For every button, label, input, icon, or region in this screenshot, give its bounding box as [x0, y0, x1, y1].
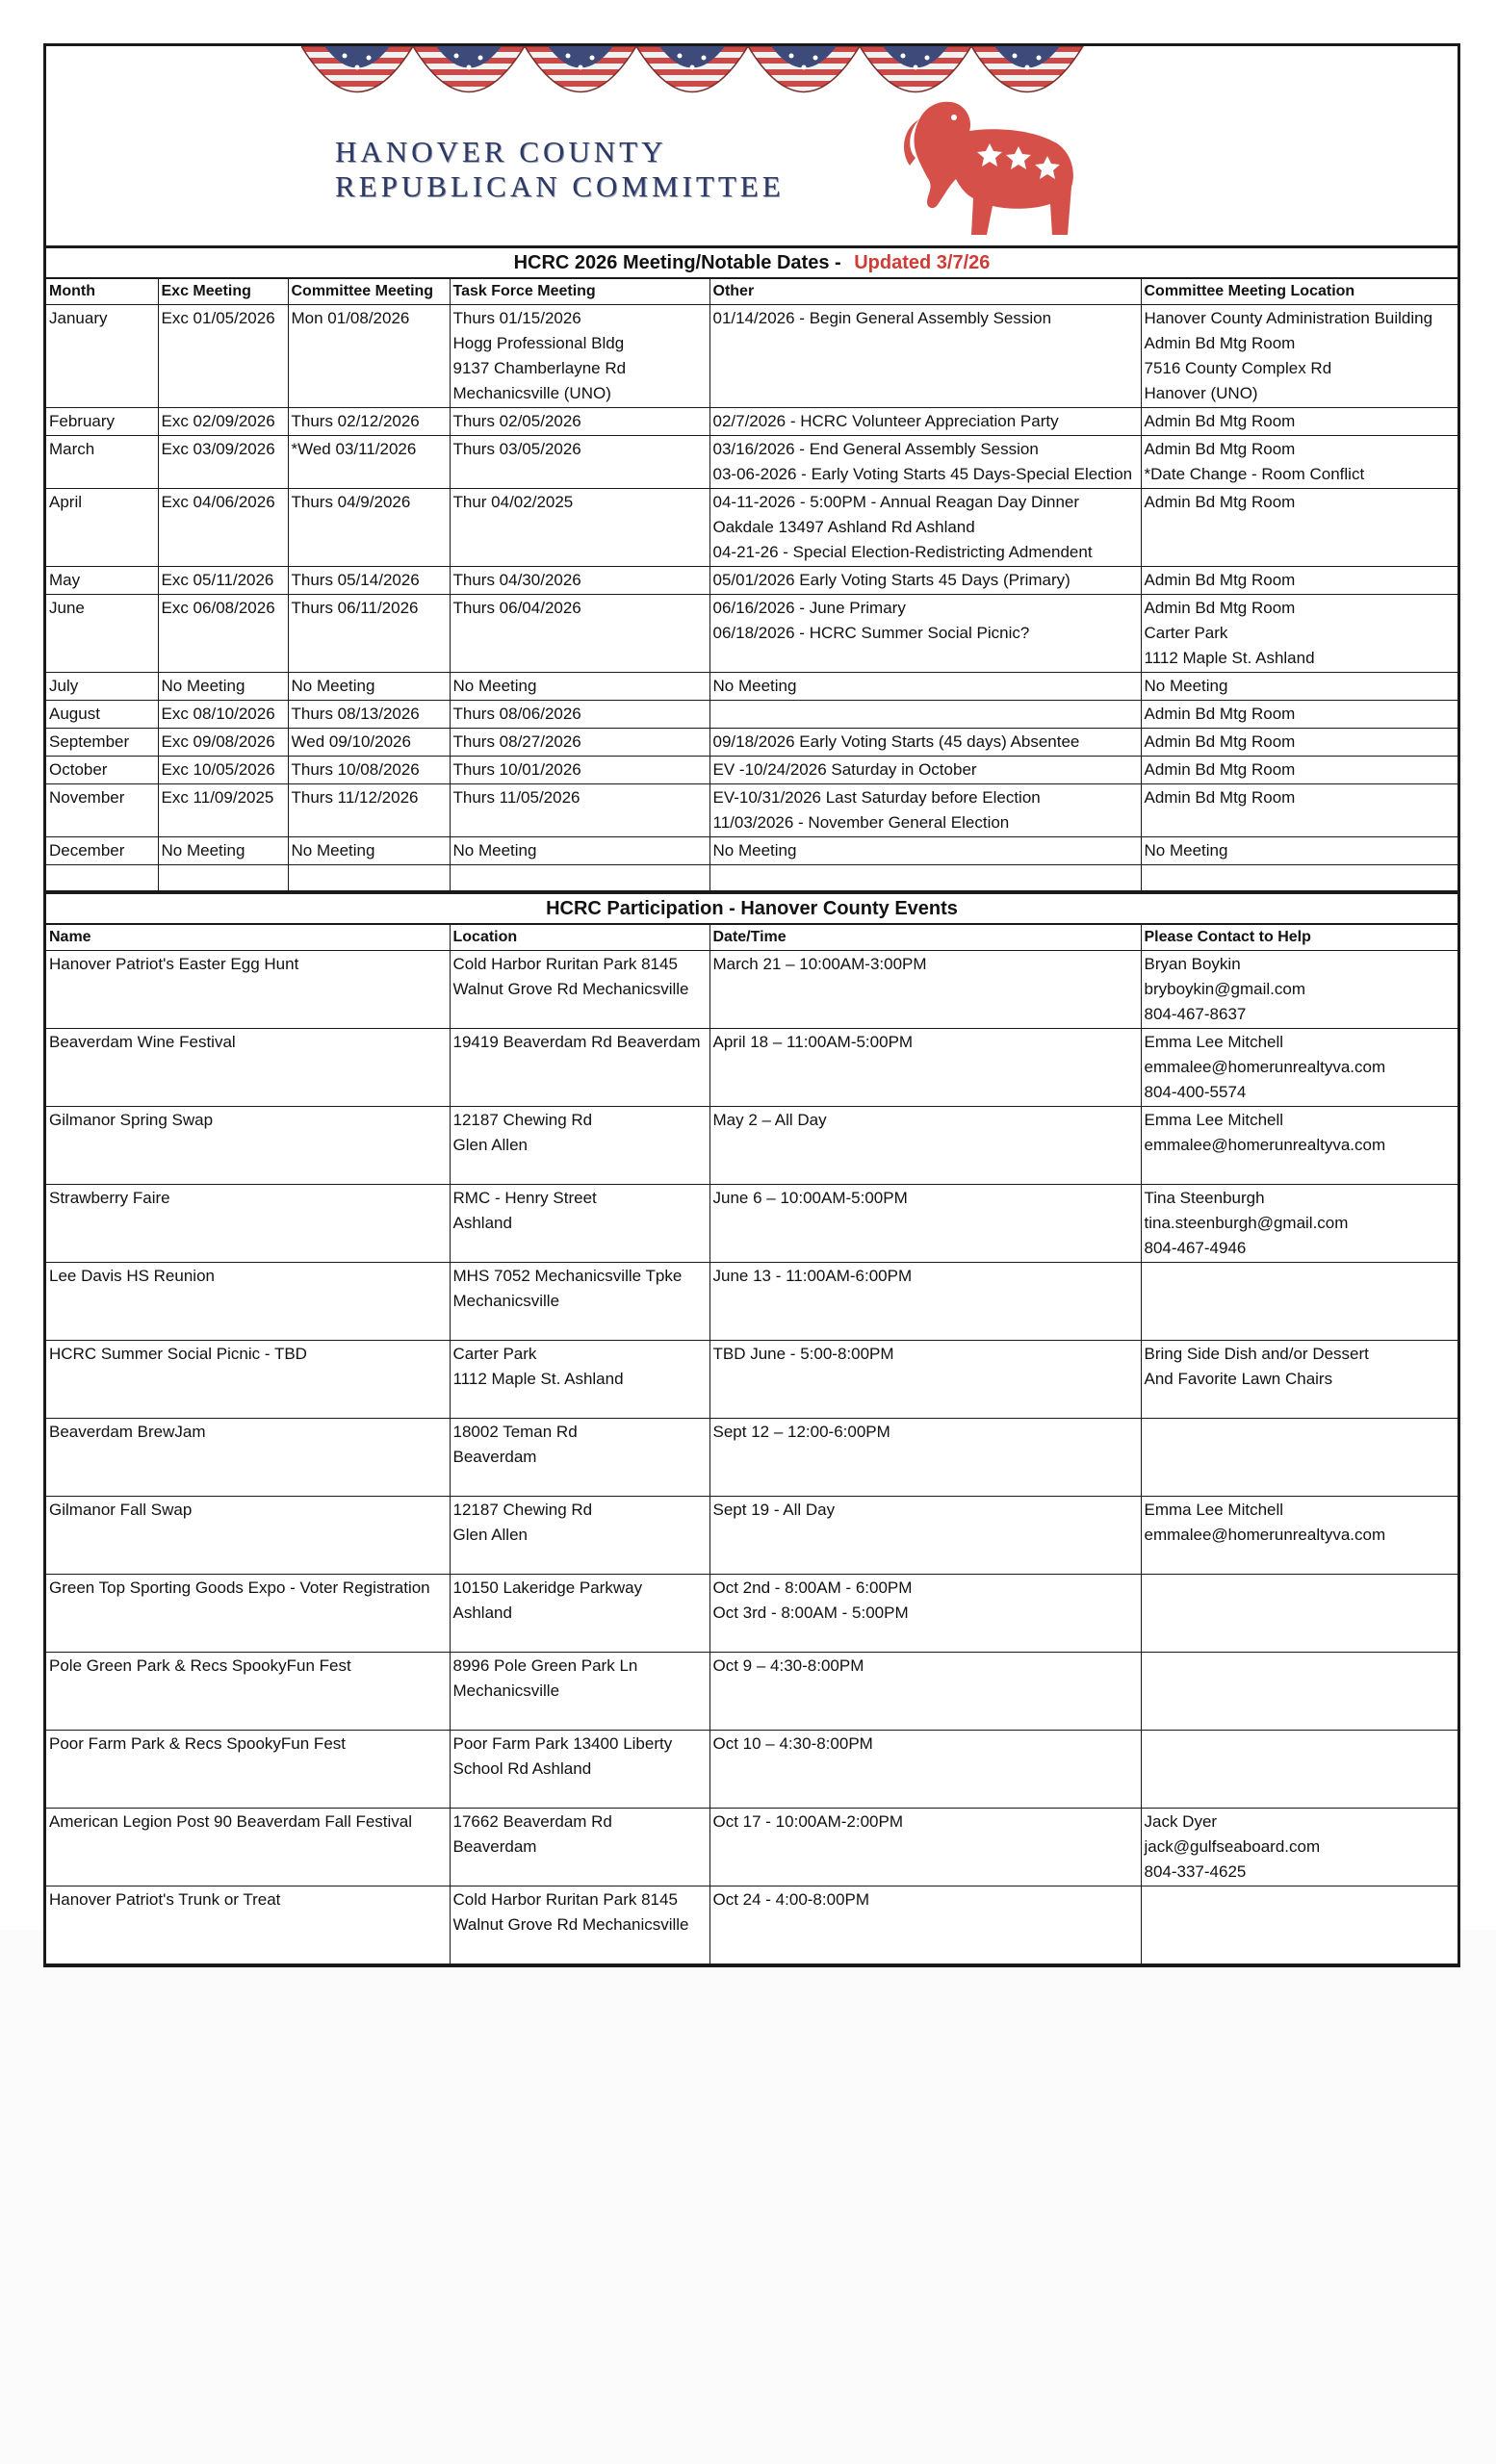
committee-meeting-cell: Thurs 11/12/2026 [288, 784, 450, 837]
meetings-section-title [46, 248, 1457, 279]
meetings-header-row [46, 279, 1457, 305]
empty-cell [288, 865, 450, 891]
month-cell: September [46, 729, 158, 757]
event-contact-line: Tina Steenburgh [1144, 1189, 1265, 1207]
event-location-cell [450, 1341, 709, 1419]
meeting-row [46, 729, 1457, 757]
event-location-line: Cold Harbor Ruritan Park 8145 [452, 955, 678, 973]
month-cell: July [46, 673, 158, 701]
event-datetime-line: Oct 9 – 4:30-8:00PM [712, 1656, 864, 1675]
other-cell-line: 02/7/2026 - HCRC Volunteer Appreciation Party [712, 412, 1059, 430]
event-location-cell [450, 1497, 709, 1575]
task-force-cell-line: Mechanicsville (UNO) [452, 384, 611, 402]
task-force-cell [450, 837, 709, 865]
task-force-cell [450, 408, 709, 436]
event-contact-cell [1141, 1809, 1457, 1886]
location-cell [1141, 489, 1457, 567]
committee-meeting-cell: No Meeting [288, 837, 450, 865]
republican-elephant-icon [898, 90, 1091, 244]
event-contact-line: emmalee@homerunrealtyva.com [1144, 1526, 1386, 1544]
event-name-cell: Lee Davis HS Reunion [46, 1263, 450, 1341]
event-name-cell: Green Top Sporting Goods Expo - Voter Registration [46, 1575, 450, 1653]
event-datetime-cell [709, 1886, 1141, 1964]
organization-name-line2: REPUBLICAN COMMITTEE [335, 169, 785, 203]
event-location-line: 19419 Beaverdam Rd Beaverdam [452, 1033, 701, 1051]
event-contact-cell [1141, 1653, 1457, 1731]
month-cell: March [46, 436, 158, 489]
committee-meeting-cell: *Wed 03/11/2026 [288, 436, 450, 489]
empty-cell [46, 865, 158, 891]
event-datetime-line: June 6 – 10:00AM-5:00PM [712, 1189, 908, 1207]
location-cell-line: Carter Park [1144, 624, 1228, 642]
event-contact-line: Emma Lee Mitchell [1144, 1501, 1284, 1519]
exc-meeting-cell: Exc 04/06/2026 [158, 489, 288, 567]
event-datetime-line: April 18 – 11:00AM-5:00PM [712, 1033, 914, 1051]
other-cell-line: 04-21-26 - Special Election-Redistricting Admendent [712, 543, 1093, 561]
committee-meeting-cell: No Meeting [288, 673, 450, 701]
event-location-line: RMC - Henry Street [452, 1189, 597, 1207]
event-location-line: School Rd Ashland [452, 1759, 592, 1778]
event-location-line: Walnut Grove Rd Mechanicsville [452, 1915, 689, 1934]
event-location-cell [450, 1263, 709, 1341]
event-datetime-line: Oct 10 – 4:30-8:00PM [712, 1734, 873, 1753]
meeting-row [46, 595, 1457, 673]
event-datetime-line: Oct 17 - 10:00AM-2:00PM [712, 1812, 903, 1831]
location-cell-line: Admin Bd Mtg Room [1144, 571, 1296, 589]
event-datetime-cell [709, 1107, 1141, 1185]
exc-meeting-cell: Exc 10/05/2026 [158, 757, 288, 784]
event-contact-cell [1141, 1886, 1457, 1964]
other-cell [709, 408, 1141, 436]
other-cell-line: EV -10/24/2026 Saturday in October [712, 760, 977, 779]
task-force-cell-line: Thur 04/02/2025 [452, 493, 574, 511]
other-cell [709, 436, 1141, 489]
exc-meeting-cell: Exc 05/11/2026 [158, 567, 288, 595]
exc-meeting-cell: No Meeting [158, 837, 288, 865]
event-location-cell [450, 1107, 709, 1185]
exc-meeting-cell: Exc 11/09/2025 [158, 784, 288, 837]
event-datetime-cell [709, 1185, 1141, 1263]
task-force-cell [450, 729, 709, 757]
event-contact-cell [1141, 1029, 1457, 1107]
event-location-line: Beaverdam [452, 1837, 537, 1856]
task-force-cell-line: No Meeting [452, 677, 537, 695]
column-header: Name [46, 925, 450, 951]
event-contact-cell [1141, 1497, 1457, 1575]
event-datetime-line: June 13 - 11:00AM-6:00PM [712, 1267, 913, 1285]
event-location-line: 12187 Chewing Rd [452, 1501, 593, 1519]
other-cell-line: 06/16/2026 - June Primary [712, 599, 906, 617]
event-row [46, 1107, 1457, 1185]
event-row [46, 1575, 1457, 1653]
event-row [46, 951, 1457, 1029]
location-cell-line: No Meeting [1144, 841, 1228, 860]
organization-name [335, 135, 785, 204]
location-cell [1141, 701, 1457, 729]
location-cell-line: Admin Bd Mtg Room [1144, 705, 1296, 723]
meetings-title: HCRC 2026 Meeting/Notable Dates - [513, 252, 841, 273]
event-datetime-cell [709, 951, 1141, 1029]
other-cell-line: EV-10/31/2026 Last Saturday before Election [712, 788, 1041, 807]
location-cell [1141, 757, 1457, 784]
other-cell-line: 09/18/2026 Early Voting Starts (45 days) Absentee [712, 732, 1080, 751]
event-row [46, 1731, 1457, 1809]
events-table-body [46, 925, 1457, 1964]
month-cell: January [46, 305, 158, 408]
month-cell: June [46, 595, 158, 673]
meetings-table-body [46, 279, 1457, 891]
committee-meeting-cell: Thurs 02/12/2026 [288, 408, 450, 436]
other-cell [709, 567, 1141, 595]
event-contact-line: 804-467-8637 [1144, 1005, 1247, 1023]
event-location-cell [450, 1653, 709, 1731]
event-contact-line: emmalee@homerunrealtyva.com [1144, 1136, 1386, 1154]
column-header: Location [450, 925, 709, 951]
month-cell: December [46, 837, 158, 865]
other-cell-line: Oakdale 13497 Ashland Rd Ashland [712, 518, 975, 536]
location-cell-line: Admin Bd Mtg Room [1144, 760, 1296, 779]
event-datetime-line: Sept 12 – 12:00-6:00PM [712, 1423, 890, 1441]
location-cell-line: Admin Bd Mtg Room [1144, 788, 1296, 807]
task-force-cell-line: Thurs 03/05/2026 [452, 440, 581, 458]
month-cell: April [46, 489, 158, 567]
event-row [46, 1263, 1457, 1341]
location-cell [1141, 673, 1457, 701]
meetings-table [46, 279, 1457, 891]
event-location-cell [450, 1809, 709, 1886]
event-location-line: 10150 Lakeridge Parkway [452, 1578, 643, 1597]
event-contact-line: Emma Lee Mitchell [1144, 1033, 1284, 1051]
other-cell-line: 11/03/2026 - November General Election [712, 813, 1010, 832]
committee-meeting-cell: Thurs 10/08/2026 [288, 757, 450, 784]
other-cell-line: 05/01/2026 Early Voting Starts 45 Days (Primary) [712, 571, 1070, 589]
event-contact-line: jack@gulfseaboard.com [1144, 1837, 1321, 1856]
committee-meeting-cell: Thurs 04/9/2026 [288, 489, 450, 567]
event-datetime-line: March 21 – 10:00AM-3:00PM [712, 955, 927, 973]
location-cell-line: 1112 Maple St. Ashland [1144, 649, 1315, 667]
event-location-line: 8996 Pole Green Park Ln [452, 1656, 638, 1675]
other-cell-line: No Meeting [712, 841, 797, 860]
location-cell [1141, 567, 1457, 595]
meeting-row [46, 436, 1457, 489]
meeting-row [46, 305, 1457, 408]
other-cell [709, 305, 1141, 408]
location-cell-line: Admin Bd Mtg Room [1144, 412, 1296, 430]
event-datetime-cell [709, 1419, 1141, 1497]
exc-meeting-cell: Exc 09/08/2026 [158, 729, 288, 757]
other-cell-line: 06/18/2026 - HCRC Summer Social Picnic? [712, 624, 1030, 642]
meeting-row [46, 784, 1457, 837]
event-datetime-line: Oct 24 - 4:00-8:00PM [712, 1890, 870, 1909]
document-frame [43, 43, 1460, 1967]
event-contact-cell [1141, 1731, 1457, 1809]
event-datetime-cell [709, 1029, 1141, 1107]
event-row [46, 1419, 1457, 1497]
month-cell: November [46, 784, 158, 837]
event-datetime-line: Oct 3rd - 8:00AM - 5:00PM [712, 1604, 909, 1622]
event-contact-line: 804-337-4625 [1144, 1862, 1247, 1881]
events-title: HCRC Participation - Hanover County Events [546, 898, 958, 919]
task-force-cell [450, 784, 709, 837]
event-name-cell: Poor Farm Park & Recs SpookyFun Fest [46, 1731, 450, 1809]
event-location-line: Walnut Grove Rd Mechanicsville [452, 980, 689, 998]
event-name-cell: Gilmanor Spring Swap [46, 1107, 450, 1185]
location-cell-line: Hanover County Administration Building [1144, 309, 1433, 327]
event-location-cell [450, 1029, 709, 1107]
location-cell-line: Admin Bd Mtg Room [1144, 440, 1296, 458]
location-cell-line: Admin Bd Mtg Room [1144, 732, 1296, 751]
event-location-cell [450, 1731, 709, 1809]
event-datetime-cell [709, 1575, 1141, 1653]
task-force-cell [450, 701, 709, 729]
task-force-cell-line: No Meeting [452, 841, 537, 860]
location-cell [1141, 837, 1457, 865]
task-force-cell-line: Thurs 10/01/2026 [452, 760, 581, 779]
location-cell-line: No Meeting [1144, 677, 1228, 695]
task-force-cell-line: Thurs 02/05/2026 [452, 412, 581, 430]
event-contact-cell [1141, 1107, 1457, 1185]
location-cell-line: 7516 County Complex Rd [1144, 359, 1332, 377]
month-cell: October [46, 757, 158, 784]
event-location-line: Mechanicsville [452, 1681, 560, 1700]
location-cell-line: Admin Bd Mtg Room [1144, 599, 1296, 617]
column-header: Date/Time [709, 925, 1141, 951]
month-cell: August [46, 701, 158, 729]
empty-cell [158, 865, 288, 891]
column-header: Other [709, 279, 1141, 305]
location-cell [1141, 408, 1457, 436]
empty-cell [709, 865, 1141, 891]
event-contact-cell [1141, 1419, 1457, 1497]
column-header: Month [46, 279, 158, 305]
column-header: Exc Meeting [158, 279, 288, 305]
task-force-cell [450, 757, 709, 784]
empty-cell [1141, 865, 1457, 891]
event-datetime-line: TBD June - 5:00-8:00PM [712, 1345, 894, 1363]
event-location-cell [450, 1419, 709, 1497]
event-name-cell: Pole Green Park & Recs SpookyFun Fest [46, 1653, 450, 1731]
event-contact-line: bryboykin@gmail.com [1144, 980, 1305, 998]
event-location-line: Mechanicsville [452, 1292, 560, 1310]
task-force-cell-line: Hogg Professional Bldg [452, 334, 625, 352]
empty-cell [450, 865, 709, 891]
meeting-row [46, 837, 1457, 865]
event-location-line: 1112 Maple St. Ashland [452, 1370, 624, 1388]
event-location-cell [450, 1575, 709, 1653]
event-row [46, 1809, 1457, 1886]
committee-meeting-cell: Thurs 08/13/2026 [288, 701, 450, 729]
location-cell-line: Admin Bd Mtg Room [1144, 334, 1296, 352]
other-cell [709, 701, 1141, 729]
location-cell [1141, 729, 1457, 757]
task-force-cell-line: Thurs 08/06/2026 [452, 705, 581, 723]
event-contact-line: 804-400-5574 [1144, 1083, 1247, 1101]
event-name-cell: Beaverdam Wine Festival [46, 1029, 450, 1107]
exc-meeting-cell: Exc 08/10/2026 [158, 701, 288, 729]
month-cell: May [46, 567, 158, 595]
event-datetime-cell [709, 1809, 1141, 1886]
event-location-cell [450, 1185, 709, 1263]
event-location-line: Glen Allen [452, 1526, 528, 1544]
event-datetime-line: Oct 2nd - 8:00AM - 6:00PM [712, 1578, 913, 1597]
committee-meeting-cell: Thurs 06/11/2026 [288, 595, 450, 673]
task-force-cell [450, 305, 709, 408]
event-row [46, 1029, 1457, 1107]
task-force-cell-line: Thurs 04/30/2026 [452, 571, 581, 589]
event-contact-line: Bryan Boykin [1144, 955, 1241, 973]
task-force-cell [450, 673, 709, 701]
task-force-cell [450, 489, 709, 567]
event-row [46, 1497, 1457, 1575]
location-cell [1141, 305, 1457, 408]
location-cell [1141, 595, 1457, 673]
events-header-row [46, 925, 1457, 951]
other-cell-line: 04-11-2026 - 5:00PM - Annual Reagan Day Dinner [712, 493, 1080, 511]
event-location-line: Glen Allen [452, 1136, 528, 1154]
other-cell [709, 784, 1141, 837]
event-location-cell [450, 951, 709, 1029]
event-row [46, 1341, 1457, 1419]
event-datetime-line: May 2 – All Day [712, 1111, 827, 1129]
event-row [46, 1653, 1457, 1731]
other-cell-line: No Meeting [712, 677, 797, 695]
meeting-row [46, 757, 1457, 784]
event-name-cell: Hanover Patriot's Easter Egg Hunt [46, 951, 450, 1029]
event-name-cell: Gilmanor Fall Swap [46, 1497, 450, 1575]
event-contact-line: 804-467-4946 [1144, 1239, 1247, 1257]
location-cell-line: Hanover (UNO) [1144, 384, 1258, 402]
meeting-row [46, 408, 1457, 436]
meeting-row [46, 673, 1457, 701]
meeting-row [46, 489, 1457, 567]
event-datetime-cell [709, 1497, 1141, 1575]
committee-meeting-cell: Thurs 05/14/2026 [288, 567, 450, 595]
other-cell [709, 729, 1141, 757]
event-datetime-cell [709, 1341, 1141, 1419]
event-name-cell: Strawberry Faire [46, 1185, 450, 1263]
event-contact-line: And Favorite Lawn Chairs [1144, 1370, 1333, 1388]
other-cell-line: 03/16/2026 - End General Assembly Session [712, 440, 1039, 458]
event-contact-line: emmalee@homerunrealtyva.com [1144, 1058, 1386, 1076]
location-cell-line: *Date Change - Room Conflict [1144, 465, 1365, 483]
event-datetime-cell [709, 1731, 1141, 1809]
event-location-line: 18002 Teman Rd [452, 1423, 578, 1441]
exc-meeting-cell: Exc 06/08/2026 [158, 595, 288, 673]
letterhead [46, 46, 1457, 248]
location-cell-line: Admin Bd Mtg Room [1144, 493, 1296, 511]
column-header: Committee Meeting [288, 279, 450, 305]
event-location-cell [450, 1886, 709, 1964]
event-location-line: Cold Harbor Ruritan Park 8145 [452, 1890, 678, 1909]
event-name-cell: Beaverdam BrewJam [46, 1419, 450, 1497]
event-contact-cell [1141, 1575, 1457, 1653]
committee-meeting-cell: Mon 01/08/2026 [288, 305, 450, 408]
empty-row [46, 865, 1457, 891]
location-cell [1141, 784, 1457, 837]
event-datetime-cell [709, 1653, 1141, 1731]
event-location-line: 17662 Beaverdam Rd [452, 1812, 612, 1831]
other-cell [709, 837, 1141, 865]
other-cell [709, 489, 1141, 567]
event-name-cell: Hanover Patriot's Trunk or Treat [46, 1886, 450, 1964]
events-section-title [46, 891, 1457, 925]
committee-meeting-cell: Wed 09/10/2026 [288, 729, 450, 757]
task-force-cell [450, 567, 709, 595]
event-contact-line: Emma Lee Mitchell [1144, 1111, 1284, 1129]
location-cell [1141, 436, 1457, 489]
event-location-line: Ashland [452, 1604, 512, 1622]
organization-name-line1: HANOVER COUNTY [335, 135, 667, 168]
event-name-cell: American Legion Post 90 Beaverdam Fall Festival [46, 1809, 450, 1886]
event-datetime-line: Sept 19 - All Day [712, 1501, 836, 1519]
task-force-cell-line: 9137 Chamberlayne Rd [452, 359, 627, 377]
event-location-line: Beaverdam [452, 1448, 537, 1466]
event-contact-line: tina.steenburgh@gmail.com [1144, 1214, 1349, 1232]
event-location-line: Ashland [452, 1214, 512, 1232]
other-cell [709, 757, 1141, 784]
column-header: Please Contact to Help [1141, 925, 1457, 951]
event-contact-line: Jack Dyer [1144, 1812, 1218, 1831]
task-force-cell-line: Thurs 08/27/2026 [452, 732, 581, 751]
event-contact-cell [1141, 1341, 1457, 1419]
task-force-cell [450, 436, 709, 489]
event-datetime-cell [709, 1263, 1141, 1341]
event-contact-cell [1141, 951, 1457, 1029]
month-cell: February [46, 408, 158, 436]
column-header: Task Force Meeting [450, 279, 709, 305]
events-table [46, 925, 1457, 1964]
event-row [46, 1185, 1457, 1263]
meeting-row [46, 701, 1457, 729]
exc-meeting-cell: Exc 01/05/2026 [158, 305, 288, 408]
other-cell-line: 01/14/2026 - Begin General Assembly Session [712, 309, 1052, 327]
event-contact-line: Bring Side Dish and/or Dessert [1144, 1345, 1369, 1363]
column-header: Committee Meeting Location [1141, 279, 1457, 305]
other-cell [709, 595, 1141, 673]
event-location-line: MHS 7052 Mechanicsville Tpke [452, 1267, 683, 1285]
exc-meeting-cell: No Meeting [158, 673, 288, 701]
event-row [46, 1886, 1457, 1964]
event-location-line: 12187 Chewing Rd [452, 1111, 593, 1129]
event-name-cell: HCRC Summer Social Picnic - TBD [46, 1341, 450, 1419]
task-force-cell-line: Thurs 01/15/2026 [452, 309, 581, 327]
task-force-cell-line: Thurs 06/04/2026 [452, 599, 581, 617]
task-force-cell-line: Thurs 11/05/2026 [452, 788, 580, 807]
task-force-cell [450, 595, 709, 673]
scan-background [0, 1930, 1496, 2464]
event-contact-cell [1141, 1263, 1457, 1341]
event-contact-cell [1141, 1185, 1457, 1263]
updated-date: Updated 3/7/26 [854, 252, 991, 273]
meeting-row [46, 567, 1457, 595]
exc-meeting-cell: Exc 03/09/2026 [158, 436, 288, 489]
other-cell-line: 03-06-2026 - Early Voting Starts 45 Days-Special Election [712, 465, 1133, 483]
event-location-line: Carter Park [452, 1345, 537, 1363]
event-location-line: Poor Farm Park 13400 Liberty [452, 1734, 673, 1753]
exc-meeting-cell: Exc 02/09/2026 [158, 408, 288, 436]
other-cell [709, 673, 1141, 701]
